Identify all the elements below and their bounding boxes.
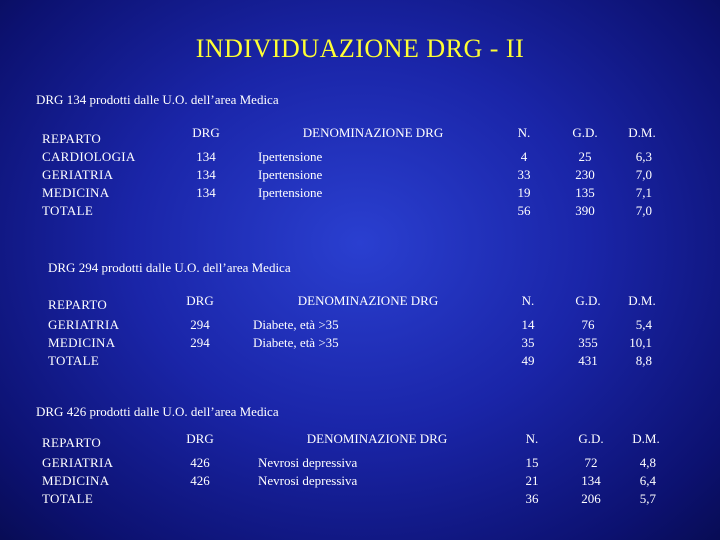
cell-dm: 6,3 xyxy=(635,149,652,164)
cell-denominazione: Diabete, età >35 xyxy=(253,335,339,350)
cell-gd: 206 xyxy=(581,491,601,506)
header-dm: D.M. xyxy=(632,431,660,446)
cell-denominazione: Diabete, età >35 xyxy=(253,317,339,332)
header-n: N. xyxy=(525,431,539,446)
table-row-total xyxy=(0,352,720,370)
cell-gd: 390 xyxy=(575,203,595,218)
cell-reparto: MEDICINA xyxy=(48,335,116,350)
cell-denominazione: Nevrosi depressiva xyxy=(258,473,358,488)
header-denominazione: DENOMINAZIONE DRG xyxy=(297,293,439,308)
header-dm: D.M. xyxy=(628,125,656,140)
cell-gd: 76 xyxy=(581,317,595,332)
cell-n: 36 xyxy=(525,491,539,506)
header-gd: G.D. xyxy=(575,293,601,308)
header-gd: G.D. xyxy=(578,431,604,446)
cell-denominazione: Ipertensione xyxy=(258,185,323,200)
cell-dm: 10,1 xyxy=(629,335,652,350)
table-header-row xyxy=(0,292,720,310)
table-row xyxy=(0,184,720,202)
header-n: N. xyxy=(517,125,531,140)
cell-gd: 135 xyxy=(575,185,595,200)
cell-reparto: MEDICINA xyxy=(42,473,110,488)
cell-denominazione: Nevrosi depressiva xyxy=(258,455,358,470)
table-header-row xyxy=(0,430,720,448)
cell-dm: 7,0 xyxy=(635,203,652,218)
cell-n: 19 xyxy=(517,185,531,200)
cell-drg: 426 xyxy=(190,455,210,470)
header-denominazione: DENOMINAZIONE DRG xyxy=(302,125,444,140)
cell-n: 4 xyxy=(520,149,528,164)
table-row xyxy=(0,472,720,490)
cell-n: 56 xyxy=(517,203,531,218)
cell-n: 49 xyxy=(521,353,535,368)
cell-drg: 134 xyxy=(196,149,216,164)
cell-gd: 431 xyxy=(578,353,598,368)
cell-gd: 355 xyxy=(578,335,598,350)
header-reparto: REPARTO xyxy=(42,435,102,450)
cell-n: 33 xyxy=(517,167,531,182)
cell-dm: 8,8 xyxy=(635,353,652,368)
table-row xyxy=(0,148,720,166)
table-row xyxy=(0,316,720,334)
cell-denominazione: Ipertensione xyxy=(258,149,323,164)
table-row xyxy=(0,334,720,352)
header-dm: D.M. xyxy=(628,293,656,308)
header-gd: G.D. xyxy=(572,125,598,140)
table-row xyxy=(0,454,720,472)
header-reparto: REPARTO xyxy=(42,131,102,146)
cell-drg: 426 xyxy=(190,473,210,488)
section-caption: DRG 426 prodotti dalle U.O. dell’area Medica xyxy=(36,404,279,419)
cell-gd: 134 xyxy=(581,473,601,488)
cell-n: 14 xyxy=(521,317,535,332)
cell-reparto: TOTALE xyxy=(42,491,94,506)
cell-reparto: MEDICINA xyxy=(42,185,110,200)
cell-gd: 25 xyxy=(578,149,592,164)
cell-drg: 294 xyxy=(190,335,210,350)
header-reparto: REPARTO xyxy=(48,297,108,312)
cell-reparto: GERIATRIA xyxy=(48,317,120,332)
header-n: N. xyxy=(521,293,535,308)
cell-dm: 5,7 xyxy=(639,491,656,506)
cell-drg: 294 xyxy=(190,317,210,332)
header-drg: DRG xyxy=(186,431,214,446)
table-row-total xyxy=(0,490,720,508)
cell-drg: 134 xyxy=(196,185,216,200)
cell-dm: 4,8 xyxy=(639,455,656,470)
cell-denominazione: Ipertensione xyxy=(258,167,323,182)
cell-drg: 134 xyxy=(196,167,216,182)
cell-n: 15 xyxy=(525,455,539,470)
header-drg: DRG xyxy=(192,125,220,140)
table-row xyxy=(0,166,720,184)
slide-title: INDIVIDUAZIONE DRG - II xyxy=(195,34,525,63)
cell-reparto: GERIATRIA xyxy=(42,455,114,470)
header-drg: DRG xyxy=(186,293,214,308)
cell-gd: 230 xyxy=(575,167,595,182)
section-caption: DRG 134 prodotti dalle U.O. dell’area Medica xyxy=(36,92,279,107)
header-denominazione: DENOMINAZIONE DRG xyxy=(306,431,448,446)
cell-reparto: TOTALE xyxy=(48,353,100,368)
cell-dm: 7,0 xyxy=(635,167,652,182)
cell-dm: 6,4 xyxy=(639,473,656,488)
cell-dm: 5,4 xyxy=(635,317,652,332)
table-row-total xyxy=(0,202,720,220)
cell-reparto: TOTALE xyxy=(42,203,94,218)
section-caption: DRG 294 prodotti dalle U.O. dell’area Medica xyxy=(48,260,291,275)
cell-reparto: CARDIOLOGIA xyxy=(42,149,136,164)
table-header-row xyxy=(0,124,720,146)
cell-gd: 72 xyxy=(584,455,598,470)
cell-n: 21 xyxy=(525,473,539,488)
cell-dm: 7,1 xyxy=(635,185,652,200)
cell-reparto: GERIATRIA xyxy=(42,167,114,182)
cell-n: 35 xyxy=(521,335,535,350)
